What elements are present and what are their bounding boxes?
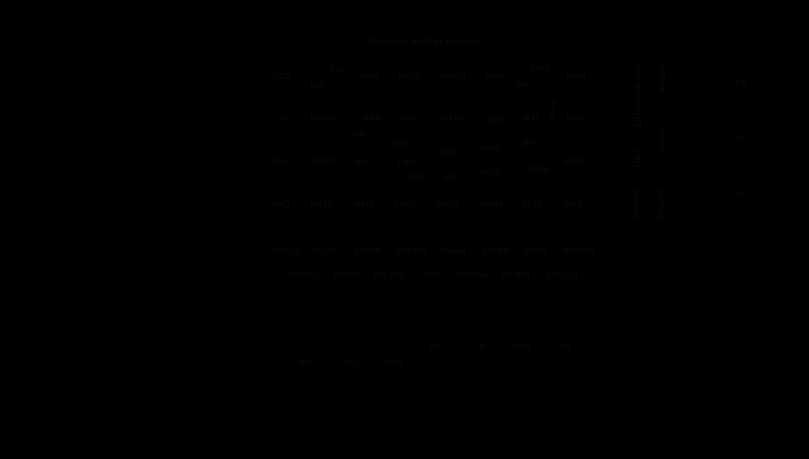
lower-cell[interactable]: MMJMN xyxy=(396,247,428,256)
lower-cell[interactable]: MMNJM xyxy=(547,271,579,280)
footer-cell[interactable]: JMJ xyxy=(428,342,444,351)
grid-cell[interactable]: MNS xyxy=(399,114,418,123)
footer-cell[interactable]: JNM xyxy=(385,358,403,367)
grid-cell-status[interactable]: YS xyxy=(735,190,747,199)
grid-cell[interactable]: MNN xyxy=(362,114,382,123)
grid-cell[interactable]: JMNM xyxy=(478,200,503,209)
grid-cell[interactable]: MR xyxy=(516,81,530,90)
grid-cell[interactable]: JNN xyxy=(349,130,366,139)
grid-cell[interactable]: MJJ xyxy=(523,114,539,123)
side-label[interactable]: JJ-MJ-NN xyxy=(634,62,643,101)
grid-cell[interactable]: MNSN xyxy=(441,72,467,81)
footer-cell[interactable]: JN xyxy=(475,342,486,351)
page-title: Processor settings overview xyxy=(369,37,483,46)
grid-cell[interactable]: MKJN xyxy=(310,200,334,209)
footer-cell[interactable]: JNM xyxy=(513,342,531,351)
grid-cell[interactable]: PWJN xyxy=(310,114,335,123)
grid-cell[interactable]: MKJP xyxy=(436,200,459,209)
grid-cell-status[interactable]: YS xyxy=(735,79,747,88)
grid-cell[interactable]: MMM xyxy=(438,148,460,157)
side-label[interactable]: MNJMN xyxy=(657,188,666,219)
lower-cell[interactable]: MNMP xyxy=(355,247,382,256)
grid-cell[interactable]: OCR xyxy=(273,72,292,81)
grid-cell[interactable]: MJM xyxy=(481,168,500,177)
side-label[interactable]: JMNJM xyxy=(632,190,641,220)
grid-cell[interactable]: JS xyxy=(547,99,558,108)
grid-cell-status[interactable]: YS xyxy=(735,134,747,143)
lower-cell[interactable]: MMNMN xyxy=(562,247,596,256)
grid-cell[interactable]: MNM xyxy=(406,173,427,182)
lower-cell[interactable]: YMJMN xyxy=(331,271,362,280)
side-label[interactable]: MKMJ xyxy=(658,128,667,153)
grid-cell[interactable]: MNN xyxy=(485,72,505,81)
grid-cell[interactable]: MKM xyxy=(564,157,584,166)
grid-cell[interactable]: MNT xyxy=(564,200,583,209)
grid-cell[interactable]: MKM xyxy=(354,200,374,209)
side-label[interactable]: MKJ xyxy=(634,150,643,168)
grid-cell[interactable]: YN xyxy=(275,114,287,123)
grid-cell[interactable]: MNP xyxy=(360,72,379,81)
grid-cell[interactable]: PWJR xyxy=(398,72,423,81)
lower-cell[interactable]: MMNPJ xyxy=(288,271,319,280)
grid-cell[interactable]: MNPJ xyxy=(312,157,336,166)
lower-cell[interactable]: YMJMN xyxy=(500,271,531,280)
footer-cell[interactable]: JNJ xyxy=(343,358,358,367)
grid-cell[interactable]: MMN xyxy=(480,144,501,153)
grid-cell[interactable]: PWJN xyxy=(484,116,509,125)
grid-cell[interactable]: MN xyxy=(522,139,536,148)
grid-cell[interactable]: MJM xyxy=(566,114,585,123)
side-label[interactable]: JJMNY xyxy=(634,100,643,128)
grid-cell[interactable]: MKJ xyxy=(273,157,291,166)
grid-cell[interactable]: MNY xyxy=(392,139,411,148)
grid-cell[interactable]: MJM xyxy=(523,200,542,209)
lower-cell[interactable]: MMNM xyxy=(483,247,511,256)
grid-cell[interactable]: MKJ xyxy=(273,200,291,209)
grid-cell[interactable]: 930 xyxy=(329,65,344,74)
grid-cell[interactable]: JJ xyxy=(339,102,348,111)
grid-cell[interactable]: MKM xyxy=(566,72,586,81)
lower-cell[interactable]: MNJN xyxy=(524,247,548,256)
footer-cell[interactable]: MN xyxy=(299,358,313,367)
lower-cell[interactable]: MNJMM xyxy=(373,271,405,280)
grid-cell[interactable]: YMN xyxy=(396,158,415,167)
grid-cell[interactable]: MNR xyxy=(531,64,551,73)
grid-cell[interactable]: YMJY xyxy=(394,200,417,209)
grid-cell[interactable]: 940 xyxy=(310,81,325,90)
grid-cell[interactable]: PWJN xyxy=(525,165,550,174)
lower-cell[interactable]: MJMNM xyxy=(457,271,489,280)
grid-cell[interactable]: MN xyxy=(355,158,369,167)
grid-cell[interactable]: YMJM xyxy=(440,114,465,123)
grid-cell[interactable]: M xyxy=(549,109,557,118)
side-label[interactable]: MNSM xyxy=(658,65,667,92)
lower-cell[interactable]: MNMM xyxy=(439,247,467,256)
grid-cell[interactable]: MN xyxy=(444,173,458,182)
footer-cell[interactable]: NY xyxy=(560,342,572,351)
lower-cell[interactable]: JMN xyxy=(423,271,441,280)
lower-cell[interactable]: MMNJY xyxy=(271,247,302,256)
lower-cell[interactable]: MNJN xyxy=(313,247,337,256)
